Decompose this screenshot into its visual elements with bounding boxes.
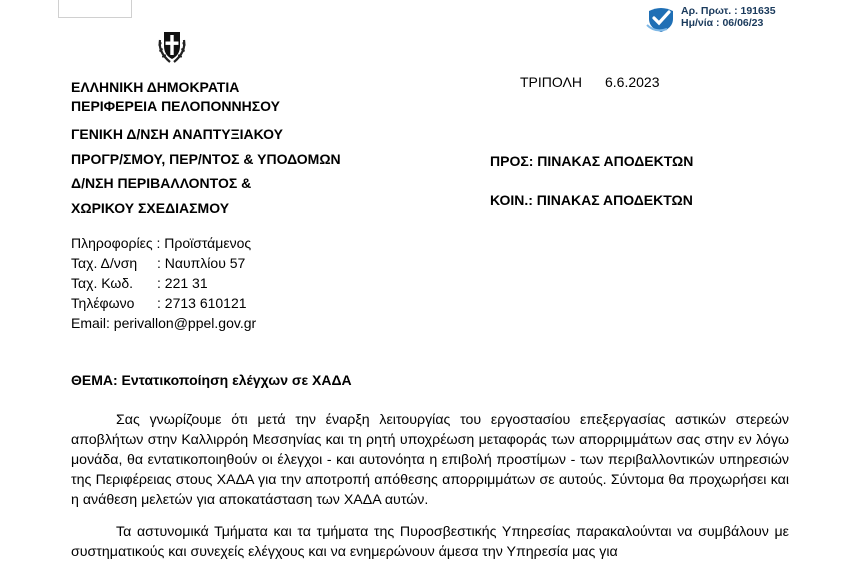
header-line: ΠΕΡΙΦΕΡΕΙΑ ΠΕΛΟΠΟΝΝΗΣΟΥ [71,98,280,114]
digital-signature-logo-icon [645,5,677,33]
protocol-stamp [681,5,776,29]
protocol-date: Ημ/νία : 06/06/23 [681,17,764,29]
postal-code-label: Ταχ. Κωδ. [71,275,134,291]
header-line: ΕΛΛΗΝΙΚΗ ΔΗΜΟΚΡΑΤΙΑ [71,79,240,95]
subject-line: ΘΕΜΑ: Εντατικοποίηση ελέγχων σε ΧΑΔΑ [71,372,352,388]
contact-block [71,233,371,333]
place-label: ΤΡΙΠΟΛΗ [520,74,582,90]
contact-info: Πληροφορίες : Προϊστάμενος [71,235,252,251]
contact-email: Email: perivallon@ppel.gov.gr [71,315,257,331]
phone-label: Τηλέφωνο [71,295,135,311]
protocol-number: Αρ. Πρωτ. : 191635 [681,5,776,17]
issuer-header [71,78,280,116]
header-line: ΓΕΝΙΚΗ Δ/ΝΣΗ ΑΝΑΠΤΥΞΙΑΚΟΥ [71,126,283,142]
recipients-to: ΠΡΟΣ: ΠΙΝΑΚΑΣ ΑΠΟΔΕΚΤΩΝ [490,153,694,169]
header-line: Δ/ΝΣΗ ΠΕΡΙΒΑΛΛΟΝΤΟΣ & [71,175,252,191]
blank-image-frame [58,0,132,18]
header-line: ΧΩΡΙΚΟΥ ΣΧΕΔΙΑΣΜΟΥ [71,199,230,216]
phone-value: : 2713 610121 [157,295,247,311]
address-value: : Ναυπλίου 57 [157,255,246,271]
address-label: Ταχ. Δ/νση [71,255,138,271]
postal-code-value: : 221 31 [157,275,208,291]
document-date: 6.6.2023 [605,74,660,90]
body-paragraph: Σας γνωρίζουμε ότι μετά την έναρξη λειτουργίας του εργοστασίου επεξεργασίας αστικών στερεών αποβλήτων στην Καλλιρρόη Μεσσηνίας και τη ρητή υποχρέωση μεταφοράς των απορριμμάτων σας στην εν λόγω μονάδα, θα εντατικοποιηθούν οι έλεγχοι - και αυτονόητα η επιβολή προστίμων - των περιβαλλοντικών υπηρεσιών της Περιφέρειας στους ΧΑΔΑ για την αποτροπή απόθεσης απορριμμάτων σε αυτούς. Σύντομα θα προχωρήσει και η ανάθεση μελετών για αποκατάσταση των ΧΑΔΑ αυτών. [71,412,789,508]
greek-emblem-icon [154,26,190,66]
header-line: ΠΡΟΓΡ/ΣΜΟΥ, ΠΕΡ/ΝΤΟΣ & ΥΠΟΔΟΜΩΝ [71,150,341,167]
body-paragraph: Τα αστυνομικά Τμήματα και τα τμήματα της Πυροσβεστικής Υπηρεσίας παρακαλούνται να συμβάλουν με συστηματικούς και συνεχείς ελέγχους και να ενημερώνουν άμεσα την Υπηρεσία μας για [71,524,789,560]
recipients-cc: ΚΟΙΝ.: ΠΙΝΑΚΑΣ ΑΠΟΔΕΚΤΩΝ [490,192,693,208]
department-header [71,122,341,220]
